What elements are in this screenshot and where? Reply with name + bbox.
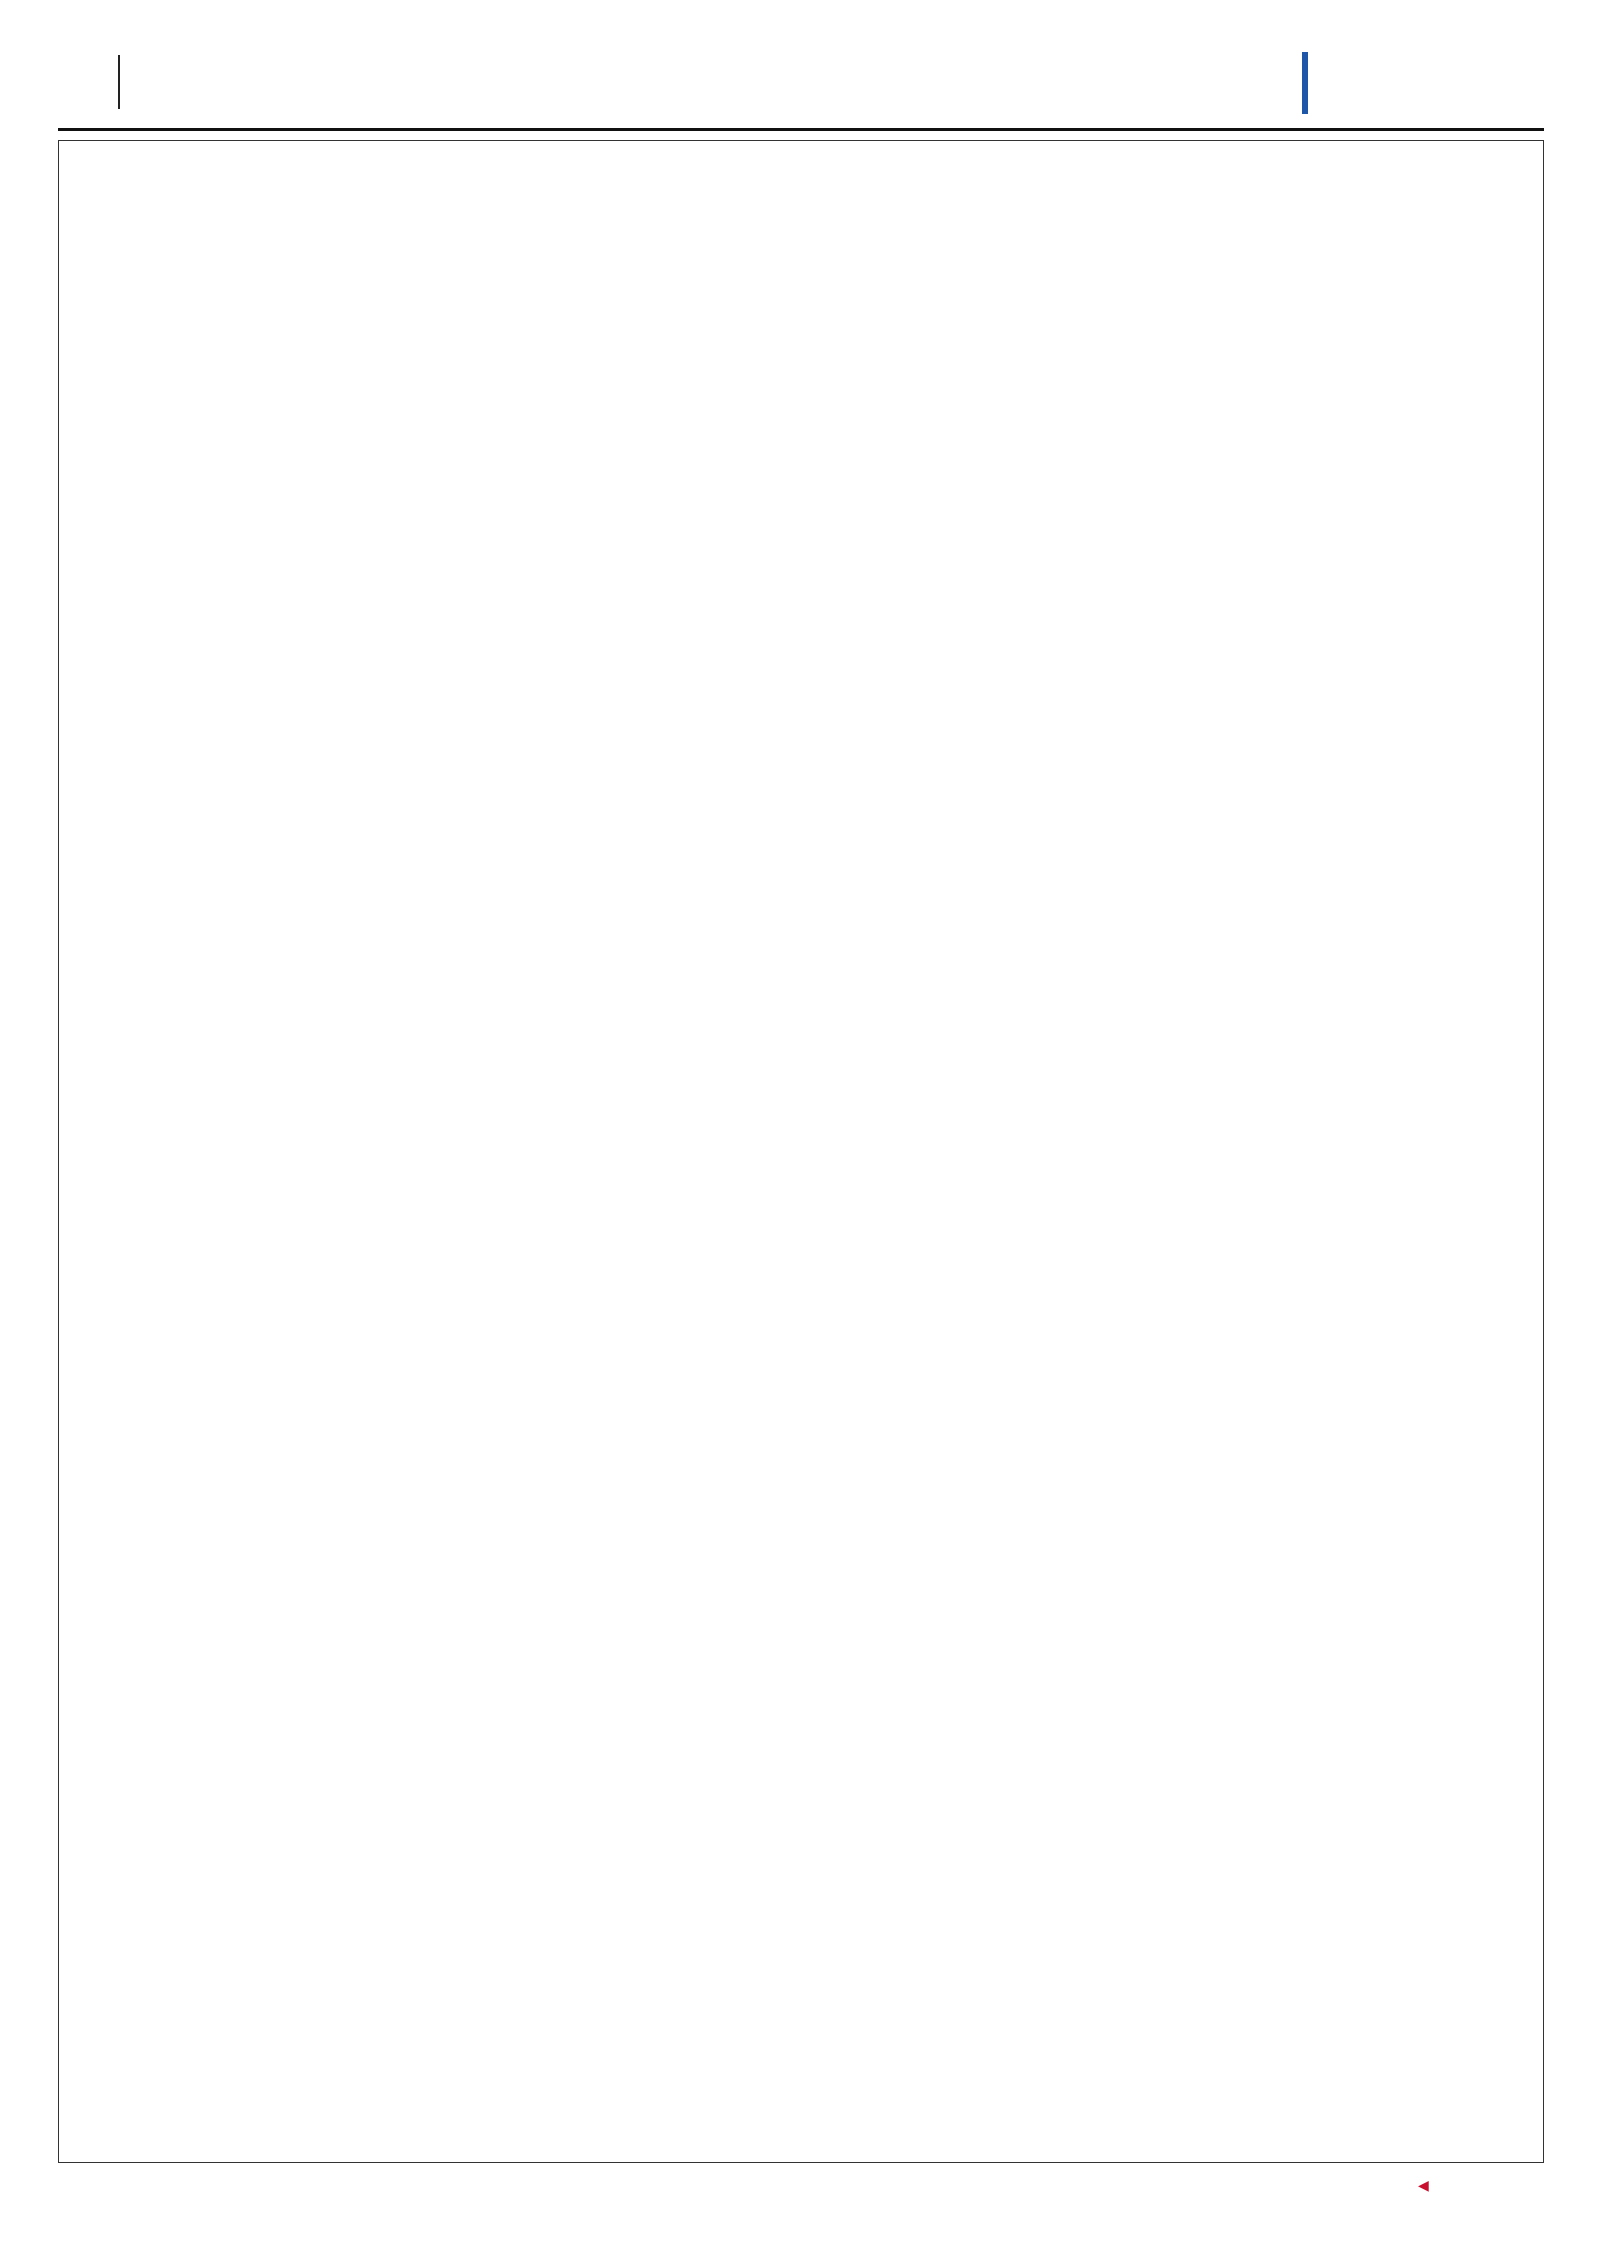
arrow-right-icon: ◀	[1418, 2178, 1429, 2194]
header-rule	[58, 128, 1544, 131]
land-records-table	[58, 140, 1544, 2163]
logo-accent-bar	[1302, 52, 1308, 114]
continued-note	[1418, 2178, 1432, 2194]
records-grid	[59, 141, 1543, 2162]
page-header	[0, 0, 1600, 120]
header-divider	[118, 55, 120, 109]
